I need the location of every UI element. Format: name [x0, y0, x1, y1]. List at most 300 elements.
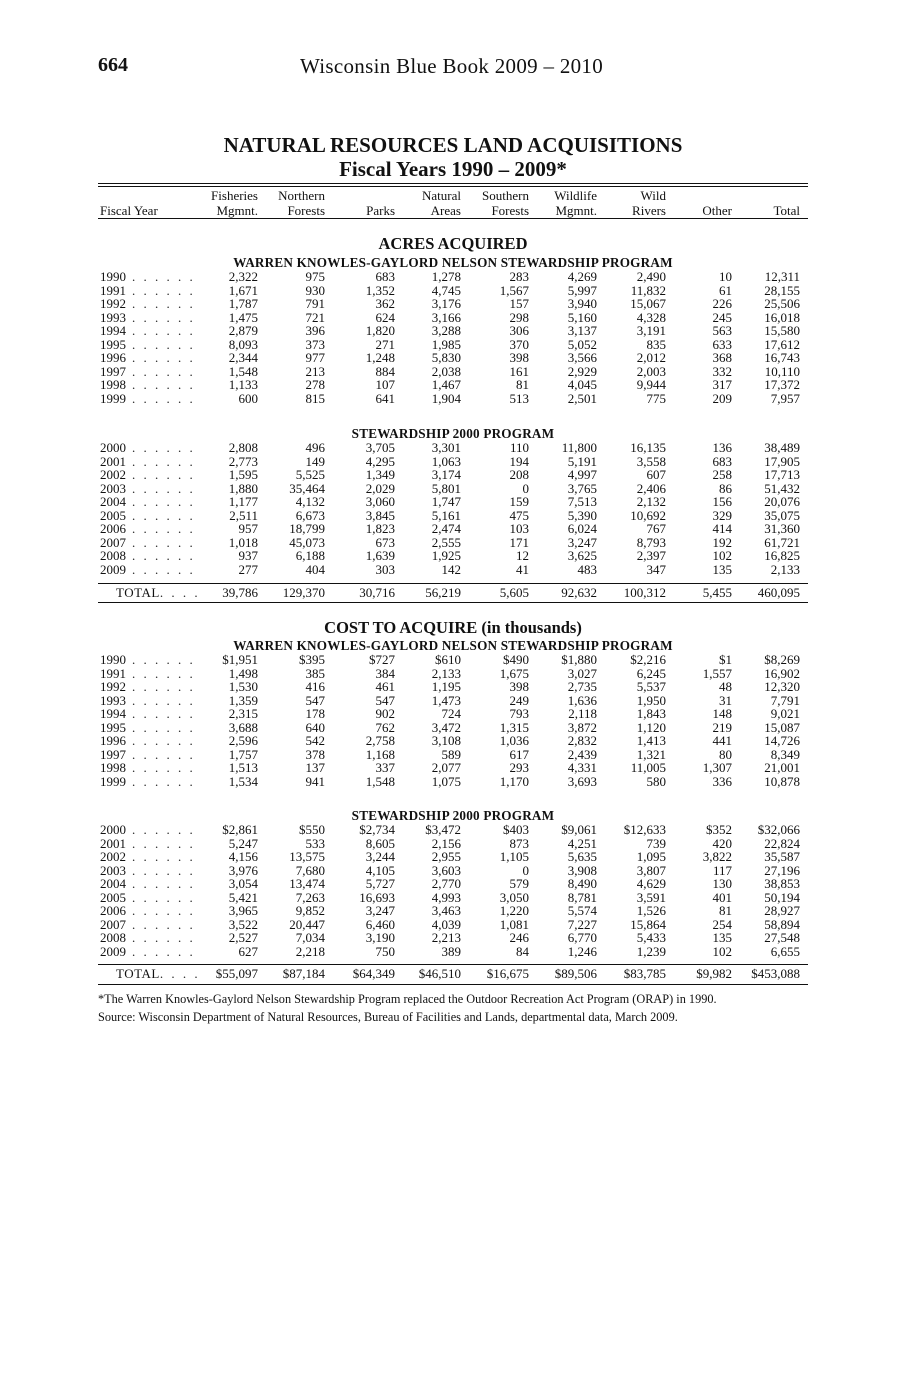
value-cell: 258: [712, 467, 732, 482]
value-cell: $46,510: [418, 966, 461, 981]
value-cell: 337: [375, 760, 395, 775]
value-cell: 3,244: [365, 849, 395, 864]
header-top-rule-2: [98, 186, 808, 187]
table-row: [98, 509, 808, 523]
value-cell: 336: [712, 773, 732, 789]
value-cell: 1,548: [365, 773, 395, 789]
value-cell: 22,824: [764, 835, 800, 851]
value-cell: 4,251: [567, 835, 597, 851]
value-cell: 209: [712, 390, 732, 406]
value-cell: 1,513: [228, 760, 258, 775]
fiscal-year: 1992: [100, 296, 126, 311]
table-row: [98, 284, 808, 298]
value-cell: 750: [375, 943, 395, 959]
fiscal-year: 1995: [100, 719, 126, 735]
value-cell: 3,247: [567, 534, 597, 550]
value-cell: 1,018: [228, 534, 258, 550]
value-cell: 384: [375, 665, 395, 681]
value-cell: 3,247: [365, 903, 395, 918]
value-cell: 51,432: [764, 480, 800, 496]
table-row: [98, 455, 808, 469]
value-cell: 1,595: [228, 467, 258, 482]
value-cell: 404: [305, 561, 325, 577]
value-cell: 2,770: [431, 876, 461, 891]
fiscal-year: 2008: [100, 548, 126, 563]
leader-dots: . . . . . .: [132, 494, 196, 509]
value-cell: 17,713: [764, 467, 800, 482]
value-cell: 4,745: [431, 282, 461, 298]
value-cell: 362: [375, 296, 395, 311]
fiscal-year: 2009: [100, 561, 126, 577]
total-top-rule: [98, 964, 808, 965]
table-row: [98, 441, 808, 455]
leader-dots: . . . . . .: [132, 679, 196, 694]
value-cell: 1,925: [431, 548, 461, 563]
total-top-rule: [98, 583, 808, 584]
value-cell: 1,307: [702, 760, 732, 775]
value-cell: 7,957: [770, 390, 800, 406]
value-cell: 1,534: [228, 773, 258, 789]
table-row: [98, 297, 808, 311]
value-cell: 3,976: [228, 862, 258, 878]
table-row: [98, 365, 808, 379]
value-cell: 5,191: [567, 453, 597, 469]
value-cell: 873: [509, 835, 529, 851]
section-title: COST TO ACQUIRE (in thousands): [324, 618, 582, 637]
column-header: [554, 189, 597, 218]
fiscal-year: 1993: [100, 692, 126, 708]
value-cell: 2,490: [636, 269, 666, 284]
fiscal-year: 1996: [100, 733, 126, 748]
value-cell: 4,295: [365, 453, 395, 469]
fiscal-year-cell: [100, 392, 195, 406]
table-row: [98, 748, 808, 762]
value-cell: 283: [509, 269, 529, 284]
value-cell: 5,727: [365, 876, 395, 891]
value-cell: 11,832: [630, 282, 666, 298]
value-cell: 117: [712, 862, 732, 878]
fiscal-year: 1990: [100, 652, 126, 667]
value-cell: $490: [503, 652, 529, 667]
fiscal-year: 1990: [100, 269, 126, 284]
value-cell: 178: [305, 706, 325, 721]
fiscal-year: 2003: [100, 480, 126, 496]
value-cell: 1,526: [636, 903, 666, 918]
table-row: [98, 563, 808, 577]
value-cell: 724: [441, 706, 461, 721]
value-cell: 542: [305, 733, 325, 748]
table-row: [98, 707, 808, 721]
value-cell: 4,156: [228, 849, 258, 864]
value-cell: 20,076: [764, 494, 800, 509]
value-cell: 884: [375, 363, 395, 379]
leader-dots: . . . . . .: [132, 350, 196, 365]
fiscal-year-cell: [100, 775, 195, 789]
value-cell: 5,390: [567, 507, 597, 523]
fiscal-year: 1997: [100, 363, 126, 379]
fiscal-year-cell: [100, 918, 195, 932]
value-cell: 38,853: [764, 876, 800, 891]
value-cell: 35,464: [289, 480, 325, 496]
value-cell: 3,174: [431, 467, 461, 482]
value-cell: 1,246: [567, 943, 597, 959]
value-cell: 317: [712, 377, 732, 392]
value-cell: 496: [305, 440, 325, 455]
column-header-line2: Fiscal Year: [100, 202, 158, 218]
value-cell: 10,692: [630, 507, 666, 523]
leader-dots: . . . . . .: [132, 916, 196, 932]
value-cell: 135: [712, 930, 732, 945]
fiscal-year-cell: [100, 495, 195, 509]
value-cell: 306: [509, 323, 529, 338]
value-cell: 401: [712, 889, 732, 905]
value-cell: 627: [238, 943, 258, 959]
value-cell: 1,567: [499, 282, 529, 298]
value-cell: 8,781: [567, 889, 597, 905]
table-row: [98, 522, 808, 536]
value-cell: 2,213: [431, 930, 461, 945]
value-cell: 1,757: [228, 746, 258, 762]
leader-dots: . . . . . .: [132, 548, 196, 563]
value-cell: 58,894: [764, 916, 800, 932]
value-cell: 1,985: [431, 336, 461, 352]
value-cell: 607: [646, 467, 666, 482]
table-row: [98, 721, 808, 735]
value-cell: 2,156: [431, 835, 461, 851]
table-row: [98, 311, 808, 325]
fiscal-year: 1994: [100, 323, 126, 338]
fiscal-year-cell: [100, 563, 195, 577]
value-cell: 2,406: [636, 480, 666, 496]
column-header-line2: Mgmnt.: [216, 202, 258, 218]
leader-dots: . . . . . .: [132, 849, 196, 864]
value-cell: 25,506: [764, 296, 800, 311]
header-top-rule: [98, 183, 808, 184]
column-header: [482, 189, 529, 218]
value-cell: 416: [305, 679, 325, 694]
leader-dots: . . . .: [159, 966, 201, 981]
value-cell: 1,904: [431, 390, 461, 406]
value-cell: 721: [305, 309, 325, 325]
value-cell: 533: [305, 835, 325, 851]
column-header: [773, 204, 800, 219]
value-cell: 8,605: [365, 835, 395, 851]
value-cell: 3,137: [567, 323, 597, 338]
value-cell: 81: [516, 377, 529, 392]
value-cell: 3,940: [567, 296, 597, 311]
value-cell: 4,629: [636, 876, 666, 891]
table-row: [98, 324, 808, 338]
fiscal-year-cell: [100, 707, 195, 721]
value-cell: 7,791: [770, 692, 800, 708]
leader-dots: . . . . . .: [132, 269, 196, 284]
value-cell: 102: [712, 548, 732, 563]
value-cell: 547: [375, 692, 395, 708]
page-number: 664: [98, 54, 128, 76]
value-cell: 17,612: [764, 336, 800, 352]
value-cell: 41: [516, 561, 529, 577]
section-title: ACRES ACQUIRED: [378, 234, 528, 253]
leader-dots: . . . . . .: [132, 773, 196, 789]
value-cell: 5,247: [228, 835, 258, 851]
leader-dots: . . . . . .: [132, 706, 196, 721]
value-cell: 1,133: [228, 377, 258, 392]
value-cell: 102: [712, 943, 732, 959]
value-cell: 3,472: [431, 719, 461, 735]
value-cell: $395: [299, 652, 325, 667]
fiscal-year-cell: [100, 549, 195, 563]
value-cell: 92,632: [561, 585, 597, 600]
value-cell: $1: [719, 652, 732, 667]
value-cell: 3,965: [228, 903, 258, 918]
value-cell: 16,135: [630, 440, 666, 455]
table-row: [98, 270, 808, 284]
value-cell: 129,370: [282, 585, 325, 600]
value-cell: 1,671: [228, 282, 258, 298]
value-cell: 461: [375, 679, 395, 694]
value-cell: 35,587: [764, 849, 800, 864]
fiscal-year-cell: [100, 536, 195, 550]
value-cell: 8,093: [228, 336, 258, 352]
column-header-line2: Forests: [287, 202, 325, 218]
value-cell: 6,460: [365, 916, 395, 932]
value-cell: 389: [441, 943, 461, 959]
leader-dots: . . . . . .: [132, 822, 196, 837]
fiscal-year-cell: [100, 270, 195, 284]
footnote-source: Source: Wisconsin Department of Natural Resources, Bureau of Facilities and Lands, departmental data, March 2009.: [98, 1010, 678, 1024]
value-cell: 15,067: [630, 296, 666, 311]
value-cell: 31,360: [764, 521, 800, 536]
fiscal-year-cell: [100, 653, 195, 667]
value-cell: 957: [238, 521, 258, 536]
value-cell: $727: [369, 652, 395, 667]
value-cell: $32,066: [757, 822, 800, 837]
fiscal-year-cell: [100, 441, 195, 455]
table-row: [98, 351, 808, 365]
value-cell: 3,522: [228, 916, 258, 932]
value-cell: 9,944: [636, 377, 666, 392]
value-cell: 641: [375, 390, 395, 406]
leader-dots: . . . . . .: [132, 862, 196, 878]
value-cell: 2,315: [228, 706, 258, 721]
value-cell: $8,269: [764, 652, 800, 667]
leader-dots: . . . . . .: [132, 377, 196, 392]
value-cell: 2,808: [228, 440, 258, 455]
table-row: [98, 378, 808, 392]
value-cell: 2,955: [431, 849, 461, 864]
value-cell: 398: [509, 679, 529, 694]
column-header-line1: Natural: [422, 188, 461, 203]
value-cell: 213: [305, 363, 325, 379]
value-cell: 673: [375, 534, 395, 550]
leader-dots: . . . . . .: [132, 746, 196, 762]
fiscal-year-cell: [100, 351, 195, 365]
value-cell: 1,220: [499, 903, 529, 918]
program-title: STEWARDSHIP 2000 PROGRAM: [351, 426, 555, 441]
value-cell: 4,328: [636, 309, 666, 325]
leader-dots: . . . . . .: [132, 453, 196, 469]
table-row: [98, 877, 808, 891]
value-cell: 16,693: [359, 889, 395, 905]
column-header-line2: Forests: [491, 202, 529, 218]
value-cell: $3,472: [425, 822, 461, 837]
value-cell: 937: [238, 548, 258, 563]
value-cell: 17,905: [764, 453, 800, 469]
value-cell: 1,168: [365, 746, 395, 762]
value-cell: 4,997: [567, 467, 597, 482]
value-cell: 683: [375, 269, 395, 284]
value-cell: 1,675: [499, 665, 529, 681]
value-cell: 135: [712, 561, 732, 577]
table-title: NATURAL RESOURCES LAND ACQUISITIONS: [223, 133, 683, 157]
value-cell: 396: [305, 323, 325, 338]
value-cell: $89,506: [554, 966, 597, 981]
leader-dots: . . . . . .: [132, 665, 196, 681]
fiscal-year-cell: [100, 378, 195, 392]
leader-dots: . . . . . .: [132, 336, 196, 352]
value-cell: 3,050: [499, 889, 529, 905]
fiscal-year-cell: [100, 694, 195, 708]
total-bottom-rule: [98, 984, 808, 985]
value-cell: 3,191: [636, 323, 666, 338]
value-cell: 2,133: [770, 561, 800, 577]
leader-dots: . . . . . .: [132, 733, 196, 748]
value-cell: 8,490: [567, 876, 597, 891]
value-cell: 7,513: [567, 494, 597, 509]
value-cell: 5,455: [702, 585, 732, 600]
value-cell: 2,879: [228, 323, 258, 338]
fiscal-year: 2001: [100, 835, 126, 851]
value-cell: 17,372: [764, 377, 800, 392]
value-cell: $403: [503, 822, 529, 837]
value-cell: 385: [305, 665, 325, 681]
value-cell: $16,675: [486, 966, 529, 981]
value-cell: 61: [719, 282, 732, 298]
table-row: [98, 653, 808, 667]
value-cell: $2,216: [630, 652, 666, 667]
value-cell: 2,555: [431, 534, 461, 550]
fiscal-year: 2004: [100, 494, 126, 509]
value-cell: 9,852: [295, 903, 325, 918]
leader-dots: . . . . . .: [132, 719, 196, 735]
value-cell: 1,467: [431, 377, 461, 392]
fiscal-year: 2008: [100, 930, 126, 945]
column-header-line2: Areas: [430, 202, 461, 218]
value-cell: $55,097: [215, 966, 258, 981]
value-cell: 18,799: [289, 521, 325, 536]
value-cell: 5,801: [431, 480, 461, 496]
value-cell: 171: [509, 534, 529, 550]
value-cell: 2,118: [568, 706, 597, 721]
program-title: WARREN KNOWLES-GAYLORD NELSON STEWARDSHIP PROGRAM: [233, 255, 673, 270]
value-cell: 5,997: [567, 282, 597, 298]
value-cell: 298: [509, 309, 529, 325]
value-cell: 941: [305, 773, 325, 789]
value-cell: 640: [305, 719, 325, 735]
table-row: [98, 945, 808, 959]
value-cell: 1,636: [567, 692, 597, 708]
leader-dots: . . . . . .: [132, 876, 196, 891]
fiscal-year: 1996: [100, 350, 126, 365]
value-cell: 86: [719, 480, 732, 496]
value-cell: 3,765: [567, 480, 597, 496]
value-cell: 5,574: [567, 903, 597, 918]
value-cell: 157: [509, 296, 529, 311]
value-cell: 420: [712, 835, 732, 851]
value-cell: 1,498: [228, 665, 258, 681]
value-cell: 192: [712, 534, 732, 550]
table-row: [98, 837, 808, 851]
value-cell: 4,132: [295, 494, 325, 509]
value-cell: 1,239: [636, 943, 666, 959]
column-header-line1: Northern: [278, 188, 325, 203]
leader-dots: . . . . . .: [132, 282, 196, 298]
value-cell: 1,195: [431, 679, 461, 694]
value-cell: 219: [712, 719, 732, 735]
table-row: [98, 850, 808, 864]
value-cell: 1,352: [365, 282, 395, 298]
value-cell: 3,463: [431, 903, 461, 918]
value-cell: 45,073: [289, 534, 325, 550]
value-cell: 6,655: [770, 943, 800, 959]
value-cell: $83,785: [623, 966, 666, 981]
value-cell: 1,075: [431, 773, 461, 789]
fiscal-year-cell: [100, 748, 195, 762]
footnote-note: *The Warren Knowles-Gaylord Nelson Stewardship Program replaced the Outdoor Recreation Act Program (ORAP) in 1990.: [98, 992, 717, 1006]
value-cell: 15,580: [764, 323, 800, 338]
value-cell: 28,927: [764, 903, 800, 918]
value-cell: 398: [509, 350, 529, 365]
value-cell: 103: [509, 521, 529, 536]
total-label-text: TOTAL: [116, 585, 160, 600]
value-cell: 1,639: [365, 548, 395, 563]
value-cell: 1,823: [365, 521, 395, 536]
value-cell: 38,489: [764, 440, 800, 455]
value-cell: 11,800: [561, 440, 597, 455]
value-cell: 3,705: [365, 440, 395, 455]
value-cell: 27,196: [764, 862, 800, 878]
value-cell: 80: [719, 746, 732, 762]
value-cell: 1,321: [636, 746, 666, 762]
total-bottom-rule: [98, 602, 808, 603]
value-cell: 683: [712, 453, 732, 469]
value-cell: 3,822: [702, 849, 732, 864]
column-header: [632, 189, 666, 218]
value-cell: 3,566: [567, 350, 597, 365]
leader-dots: . . . . . .: [132, 480, 196, 496]
leader-dots: . . . . . .: [132, 309, 196, 325]
value-cell: 589: [441, 746, 461, 762]
table-row: [98, 468, 808, 482]
value-cell: 61,721: [764, 534, 800, 550]
value-cell: 3,908: [567, 862, 597, 878]
value-cell: 1,880: [228, 480, 258, 496]
column-header: [702, 204, 732, 219]
value-cell: 15,087: [764, 719, 800, 735]
value-cell: 1,081: [499, 916, 529, 932]
table-row: [98, 734, 808, 748]
fiscal-year: 2009: [100, 943, 126, 959]
table-row: [98, 931, 808, 945]
value-cell: 0: [522, 862, 529, 878]
fiscal-year: 2000: [100, 822, 126, 837]
value-cell: 161: [509, 363, 529, 379]
fiscal-year: 2002: [100, 849, 126, 864]
table-row: [98, 761, 808, 775]
value-cell: 6,024: [567, 521, 597, 536]
value-cell: 293: [509, 760, 529, 775]
value-cell: 142: [441, 561, 461, 577]
